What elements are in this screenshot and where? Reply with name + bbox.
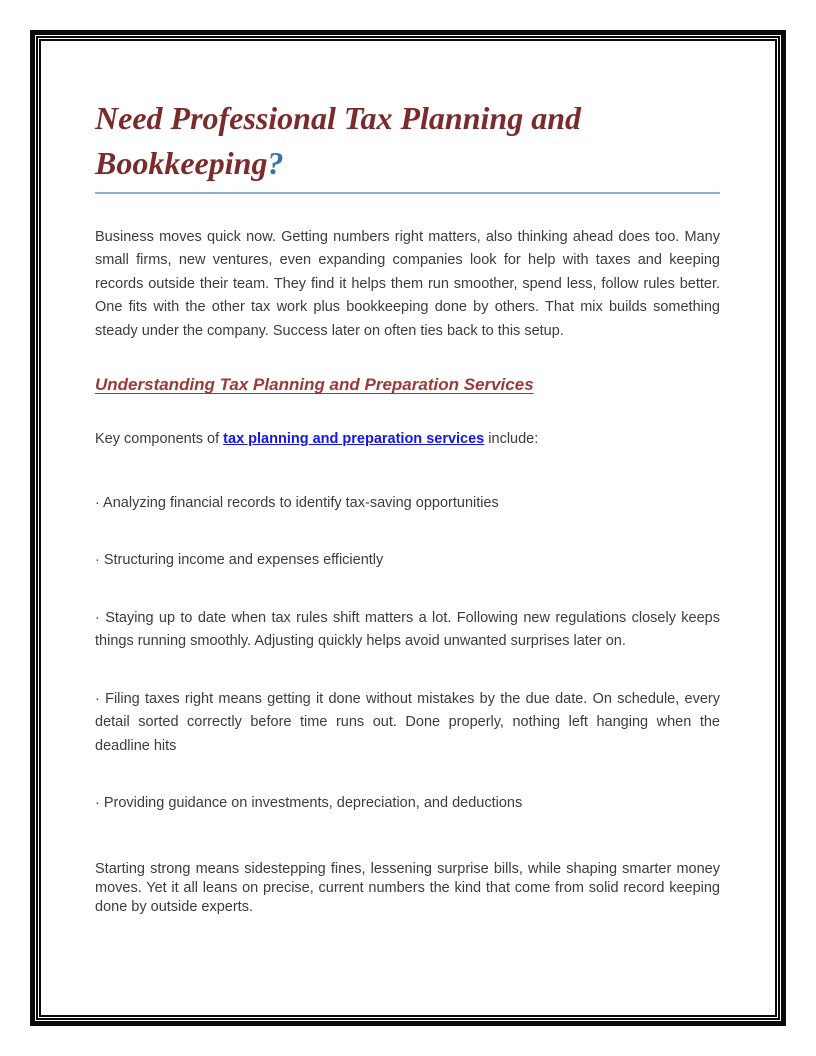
key-components-prefix: Key components of — [95, 431, 224, 448]
closing-paragraph: Starting strong means sidestepping fines, lessening surprise bills, while shaping smarter money moves. Yet it all leans on precise, current numbers the kind that come from solid record keeping done by outside experts. — [95, 860, 720, 915]
page-title-question-mark: ? — [267, 145, 284, 181]
bullet-item-staying-up-to-date: · Staying up to date when tax rules shift matters a lot. Following new regulations closely keeps things running smoothly. Adjusting quickly helps avoid unwanted surprises later on. — [95, 609, 720, 650]
tax-services-link[interactable]: tax planning and preparation services — [223, 431, 485, 448]
section-heading: Understanding Tax Planning and Preparation Services — [95, 375, 534, 395]
page-title-text: Need Professional Tax Planning and Bookkeeping — [95, 100, 581, 181]
key-components-line — [95, 428, 720, 451]
bullet-item-providing-guidance: · Providing guidance on investments, depreciation, and deductions — [95, 795, 523, 812]
page-content — [95, 0, 720, 917]
bullet-item-structuring: · Structuring income and expenses efficiently — [95, 552, 384, 569]
key-components-suffix: include: — [484, 431, 539, 448]
intro-paragraph: Business moves quick now. Getting numbers right matters, also thinking ahead does too. Many small firms, new ventures, even expanding companies look for help with taxes and keeping records outside their team. They find it helps them run smoother, spend less, follow rules better. One fits with the other tax work plus bookkeeping done by others. That mix builds something steady under the company. Success later on often ties back to this setup. — [95, 229, 720, 339]
bullet-item-analyzing: · Analyzing financial records to identify tax-saving opportunities — [95, 494, 499, 511]
page-title — [95, 96, 720, 194]
bullet-item-filing-taxes: · Filing taxes right means getting it done without mistakes by the due date. On schedule, every detail sorted correctly before time runs out. Done properly, nothing left hanging when the deadline hits — [95, 690, 720, 754]
